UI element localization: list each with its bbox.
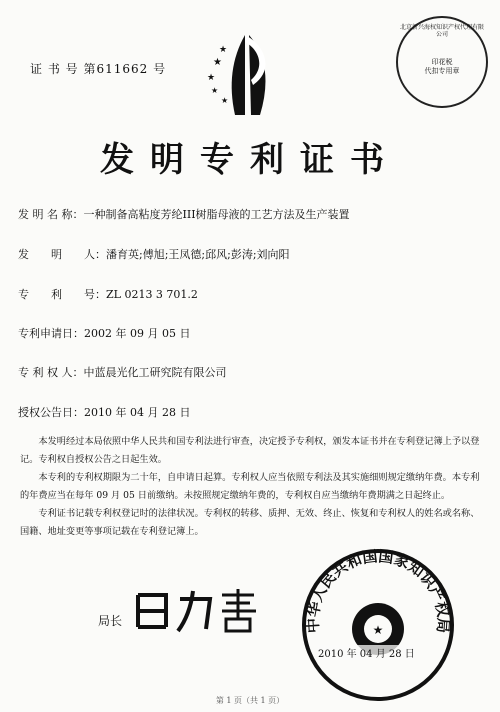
svg-text:★: ★ xyxy=(207,73,216,83)
patent-emblem-logo xyxy=(205,30,285,120)
filing-date-label: 专利申请日： xyxy=(18,327,84,340)
svg-text:★: ★ xyxy=(219,45,228,55)
grant-date-label: 授权公告日： xyxy=(18,406,84,419)
patent-number-field xyxy=(18,286,198,302)
certificate-number: 证 书 号 第611662 号 xyxy=(30,62,167,76)
body-paragraph: 专利证书记载专利权登记时的法律状况。专利权的转移、质押、无效、终止、恢复和专利权人的姓名或名称、国籍、地址变更等事项记载在专利登记簿上。 xyxy=(20,508,480,537)
grant-date-value: 2010 年 04 月 28 日 xyxy=(84,406,191,419)
filing-date-value: 2002 年 09 月 05 日 xyxy=(84,327,191,340)
patentee-label: 专 利 权 人： xyxy=(18,366,84,379)
page-title: 发明专利证书 xyxy=(100,140,400,180)
body-paragraph: 本发明经过本局依照中华人民共和国专利法进行审查，决定授予专利权，颁发本证书并在专利登记簿上予以登记。专利权自授权公告之日起生效。 xyxy=(20,436,480,465)
svg-text:★: ★ xyxy=(211,86,219,95)
page-footer: 第 1 页（共 1 页） xyxy=(215,696,285,705)
svg-text:★: ★ xyxy=(213,57,222,68)
patentee-field xyxy=(18,364,227,380)
inventors-value: 潘育英;傅旭;王凤德;邱风;彭涛;刘向阳 xyxy=(106,248,290,261)
agency-stamp-inner xyxy=(398,58,486,76)
seal-date: 2010 年 04 月 28 日 xyxy=(318,645,415,660)
agency-stamp-ring-text: 北京新兴海权知识产权代理有限公司 xyxy=(399,24,484,38)
filing-date-field xyxy=(18,325,190,341)
agency-stamp-line: 代扣专用章 xyxy=(424,67,460,75)
grant-date-field xyxy=(18,404,190,420)
official-seal xyxy=(298,545,458,705)
invention-name-value: 一种制备高粘度芳纶III树脂母液的工艺方法及生产装置 xyxy=(83,208,350,221)
body-paragraph: 本专利的专利权期限为二十年，自申请日起算。专利权人应当依照专利法及其实施细则规定缴纳年费。本专利的年费应当在每年 09 月 05 日前缴纳。未按照规定缴纳年费的，专利权自应当缴纳年费期满之日起终止。 xyxy=(20,472,480,501)
agency-stamp-line: 印花税 xyxy=(431,58,453,66)
svg-text:中华人民共和国国家知识产权局: 中华人民共和国国家知识产权局 xyxy=(303,547,453,634)
inventors-field xyxy=(18,246,290,262)
svg-text:★: ★ xyxy=(221,96,229,105)
invention-name-label: 发 明 名 称： xyxy=(18,208,84,221)
svg-text:★: ★ xyxy=(372,623,384,637)
invention-name-field xyxy=(18,206,350,222)
agency-stamp xyxy=(396,16,488,108)
director-signature xyxy=(118,585,268,635)
inventors-label: 发 明 人： xyxy=(18,248,106,261)
director-label: 局长 xyxy=(98,614,123,628)
patentee-value: 中蓝晨光化工研究院有限公司 xyxy=(83,366,227,379)
patent-number-value: ZL 0213 3 701.2 xyxy=(106,288,198,301)
patent-number-label: 专 利 号： xyxy=(18,288,106,301)
certificate-body xyxy=(20,433,480,541)
